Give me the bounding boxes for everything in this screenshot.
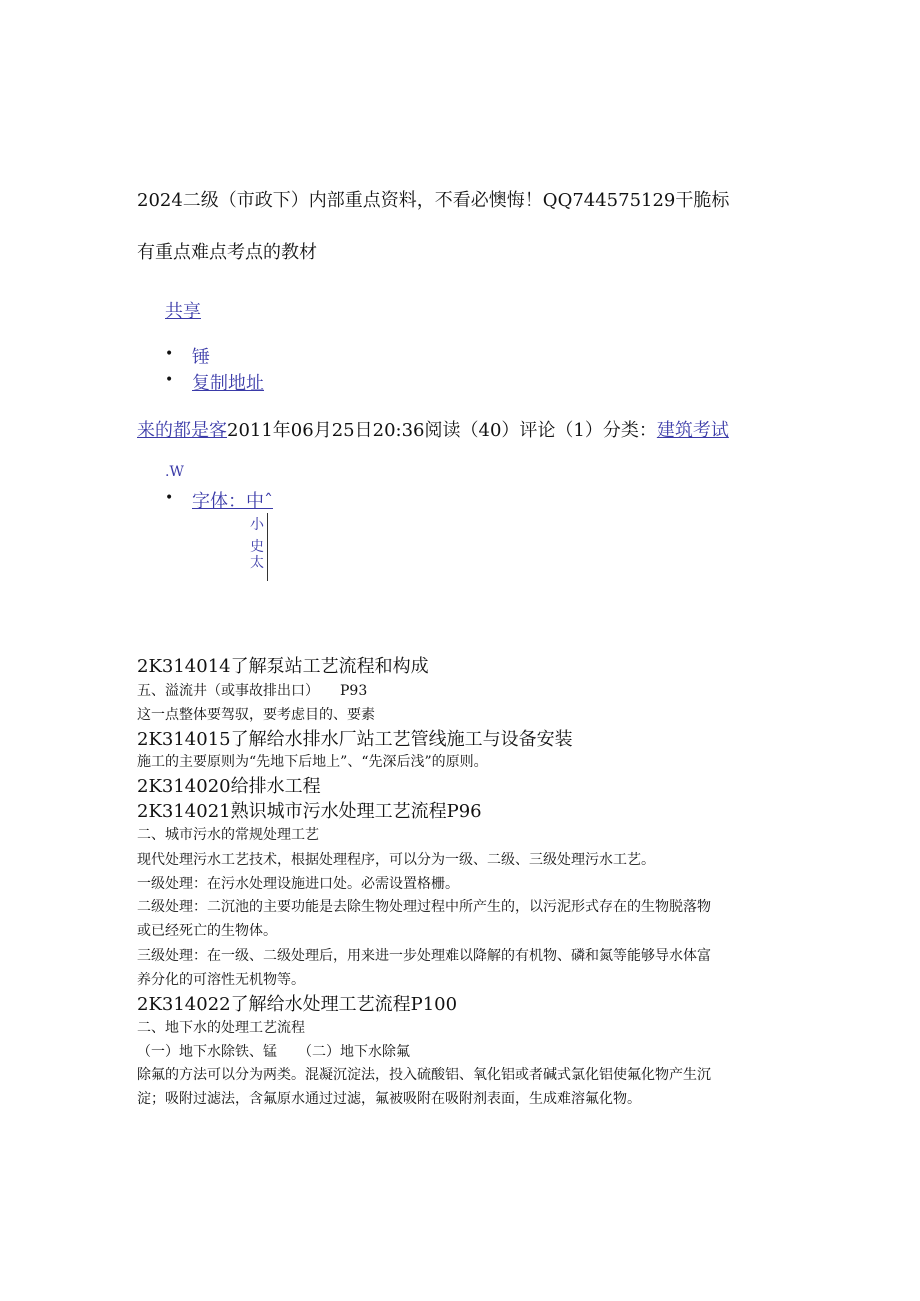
document-title: 2024二级（市政下）内部重点资料，不看必懊悔！QQ744575129干脆标 <box>137 190 730 211</box>
post-meta <box>137 416 729 442</box>
paragraph: 淀；吸附过滤法，含氟原水通过过滤，氟被吸附在吸附剂表面，生成难溶氟化物。 <box>137 1091 641 1107</box>
paragraph: 施工的主要原则为“先地下后地上”、“先深后浅”的原则。 <box>137 754 488 770</box>
paragraph: 或已经死亡的生物体。 <box>137 923 277 939</box>
paragraph: 一级处理：在污水处理设施进口处。必需设置格栅。 <box>137 876 459 892</box>
paragraph: 二、地下水的处理工艺流程 <box>137 1020 305 1036</box>
menu-marker: .W <box>165 464 184 480</box>
section-heading: 2K314014了解泵站工艺流程和构成 <box>137 656 429 677</box>
font-option-large[interactable]: 太 <box>250 555 264 571</box>
paragraph: 除氟的方法可以分为两类。混凝沉淀法，投入硫酸铝、氧化铝或者碱式氯化铝使氟化物产生沉 <box>137 1067 711 1083</box>
paragraph: 二级处理：二沉池的主要功能是去除生物处理过程中所产生的，以污泥形式存在的生物脱落物 <box>137 899 711 915</box>
paragraph: 这一点整体要驾驭，要考虑目的、要素 <box>137 707 375 723</box>
bullet-icon: • <box>165 346 174 362</box>
post-date-stats: 2011年06月25日20:36阅读（40）评论（1）分类： <box>227 420 657 441</box>
paragraph: 养分化的可溶性无机物等。 <box>137 972 305 988</box>
font-option-medium[interactable]: 史 <box>250 539 264 555</box>
bullet-icon: • <box>165 490 174 506</box>
paragraph: 三级处理：在一级、二级处理后，用来进一步处理难以降解的有机物、磷和氮等能够导水体富 <box>137 948 711 964</box>
paragraph: 五、溢流井（或事故排出口） P93 <box>137 683 368 699</box>
share-item-hammer[interactable]: 锤 <box>192 347 210 368</box>
paragraph: （一）地下水除铁、锰 （二）地下水除氟 <box>137 1044 410 1060</box>
paragraph: 现代处理污水工艺技术，根据处理程序，可以分为一级、二级、三级处理污水工艺。 <box>137 852 655 868</box>
copy-address-link[interactable]: 复制地址 <box>192 373 264 394</box>
author-link[interactable]: 来的都是客 <box>137 420 227 441</box>
font-menu-divider <box>267 513 268 581</box>
document-subtitle: 有重点难点考点的教材 <box>137 242 317 263</box>
share-link[interactable]: 共享 <box>165 301 201 322</box>
section-heading: 2K314022了解给水处理工艺流程P100 <box>137 994 458 1015</box>
font-size-menu[interactable]: 字体：中ˆ <box>192 491 273 512</box>
section-heading: 2K314020给排水工程 <box>137 776 321 797</box>
bullet-icon: • <box>165 372 174 388</box>
section-heading: 2K314021熟识城市污水处理工艺流程P96 <box>137 801 482 822</box>
paragraph: 二、城市污水的常规处理工艺 <box>137 827 319 843</box>
category-link[interactable]: 建筑考试 <box>656 420 729 441</box>
font-option-small[interactable]: 小 <box>250 517 264 533</box>
section-heading: 2K314015了解给水排水厂站工艺管线施工与设备安装 <box>137 729 573 750</box>
